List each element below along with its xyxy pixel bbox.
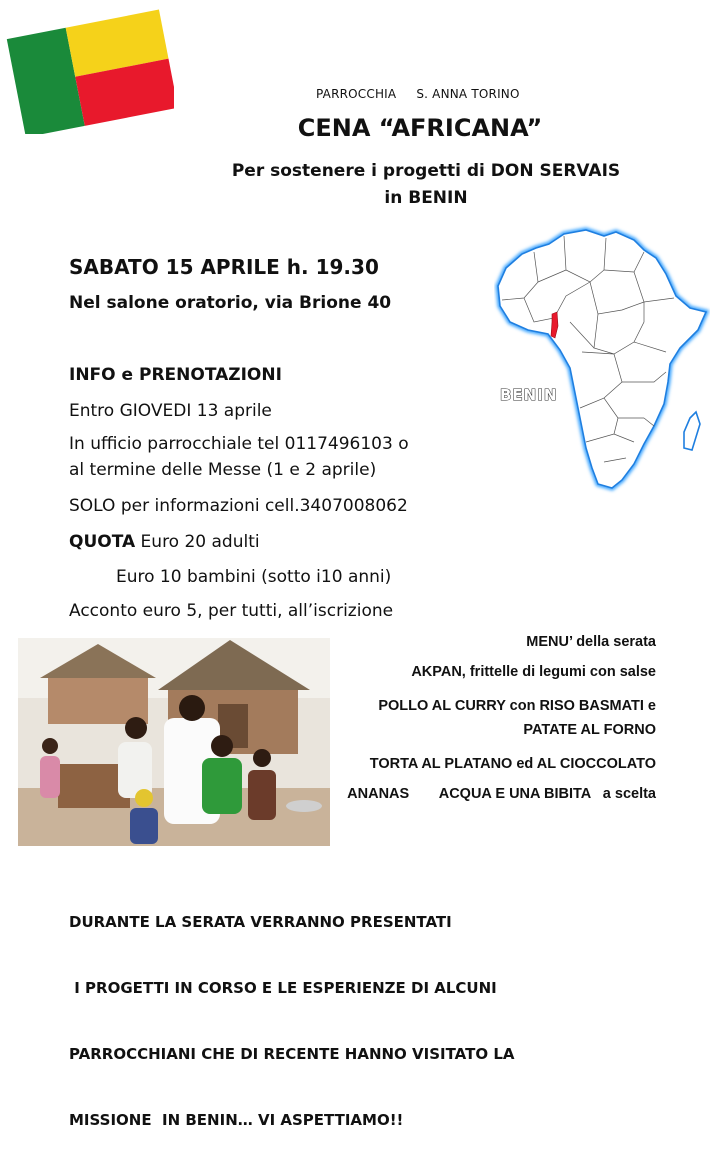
closing-line-1: DURANTE LA SERATA VERRANNO PRESENTATI xyxy=(69,913,452,931)
closing-message xyxy=(69,867,515,1153)
menu-item-pollo xyxy=(347,694,656,742)
closing-line-3: PARROCCHIANI CHE DI RECENTE HANNO VISITATO LA xyxy=(69,1045,515,1063)
quota-label: QUOTA xyxy=(69,532,136,552)
menu-item-akpan: AKPAN, frittelle di legumi con salse xyxy=(411,664,656,680)
menu-item-acqua: ACQUA E UNA BIBITA xyxy=(438,786,591,802)
subtitle-line-2: in BENIN xyxy=(384,188,468,208)
menu-item-drinks xyxy=(347,786,656,802)
office-line-2: al termine delle Messe (1 e 2 aprile) xyxy=(69,460,377,480)
subtitle-line-1: Per sostenere i progetti di DON SERVAIS xyxy=(231,161,621,181)
info-heading: INFO e PRENOTAZIONI xyxy=(69,365,282,385)
africa-map xyxy=(494,222,710,494)
booking-deadline: Entro GIOVEDI 13 aprile xyxy=(69,401,272,421)
deposit-info: Acconto euro 5, per tutti, all’iscrizione xyxy=(69,601,394,621)
menu-heading: MENU’ della serata xyxy=(526,634,656,650)
quota-children: Euro 10 bambini (sotto i10 anni) xyxy=(116,567,392,587)
menu-item-pollo-line-1: POLLO AL CURRY con RISO BASMATI e xyxy=(378,698,656,714)
quota-adults: Euro 20 adulti xyxy=(140,532,260,552)
page-title: CENA “AFRICANA” xyxy=(297,114,543,142)
closing-line-2: I PROGETTI IN CORSO E LE ESPERIENZE DI ALCUNI xyxy=(69,979,497,997)
event-date: SABATO 15 APRILE h. 19.30 xyxy=(69,255,379,279)
menu-item-scelta: a scelta xyxy=(602,786,656,802)
quota-adults-line xyxy=(69,532,260,552)
subtitle xyxy=(196,158,656,212)
menu-item-ananas: ANANAS xyxy=(347,786,410,802)
benin-label: BENIN xyxy=(500,386,558,404)
parish-line xyxy=(316,87,520,101)
menu-item-pollo-line-2: PATATE AL FORNO xyxy=(523,722,656,738)
parish-label: PARROCCHIA xyxy=(316,87,397,101)
phone-info: SOLO per informazioni cell.3407008062 xyxy=(69,496,408,516)
office-line-1: In ufficio parrocchiale tel 0117496103 o xyxy=(69,434,409,454)
madagascar-outline xyxy=(684,412,700,450)
mission-photo xyxy=(18,638,330,846)
event-venue: Nel salone oratorio, via Brione 40 xyxy=(69,293,392,313)
menu-section xyxy=(347,634,656,816)
closing-line-4: MISSIONE IN BENIN… VI ASPETTIAMO!! xyxy=(69,1111,404,1129)
church-name: S. ANNA TORINO xyxy=(416,87,520,101)
menu-item-torta: TORTA AL PLATANO ed AL CIOCCOLATO xyxy=(369,756,656,772)
